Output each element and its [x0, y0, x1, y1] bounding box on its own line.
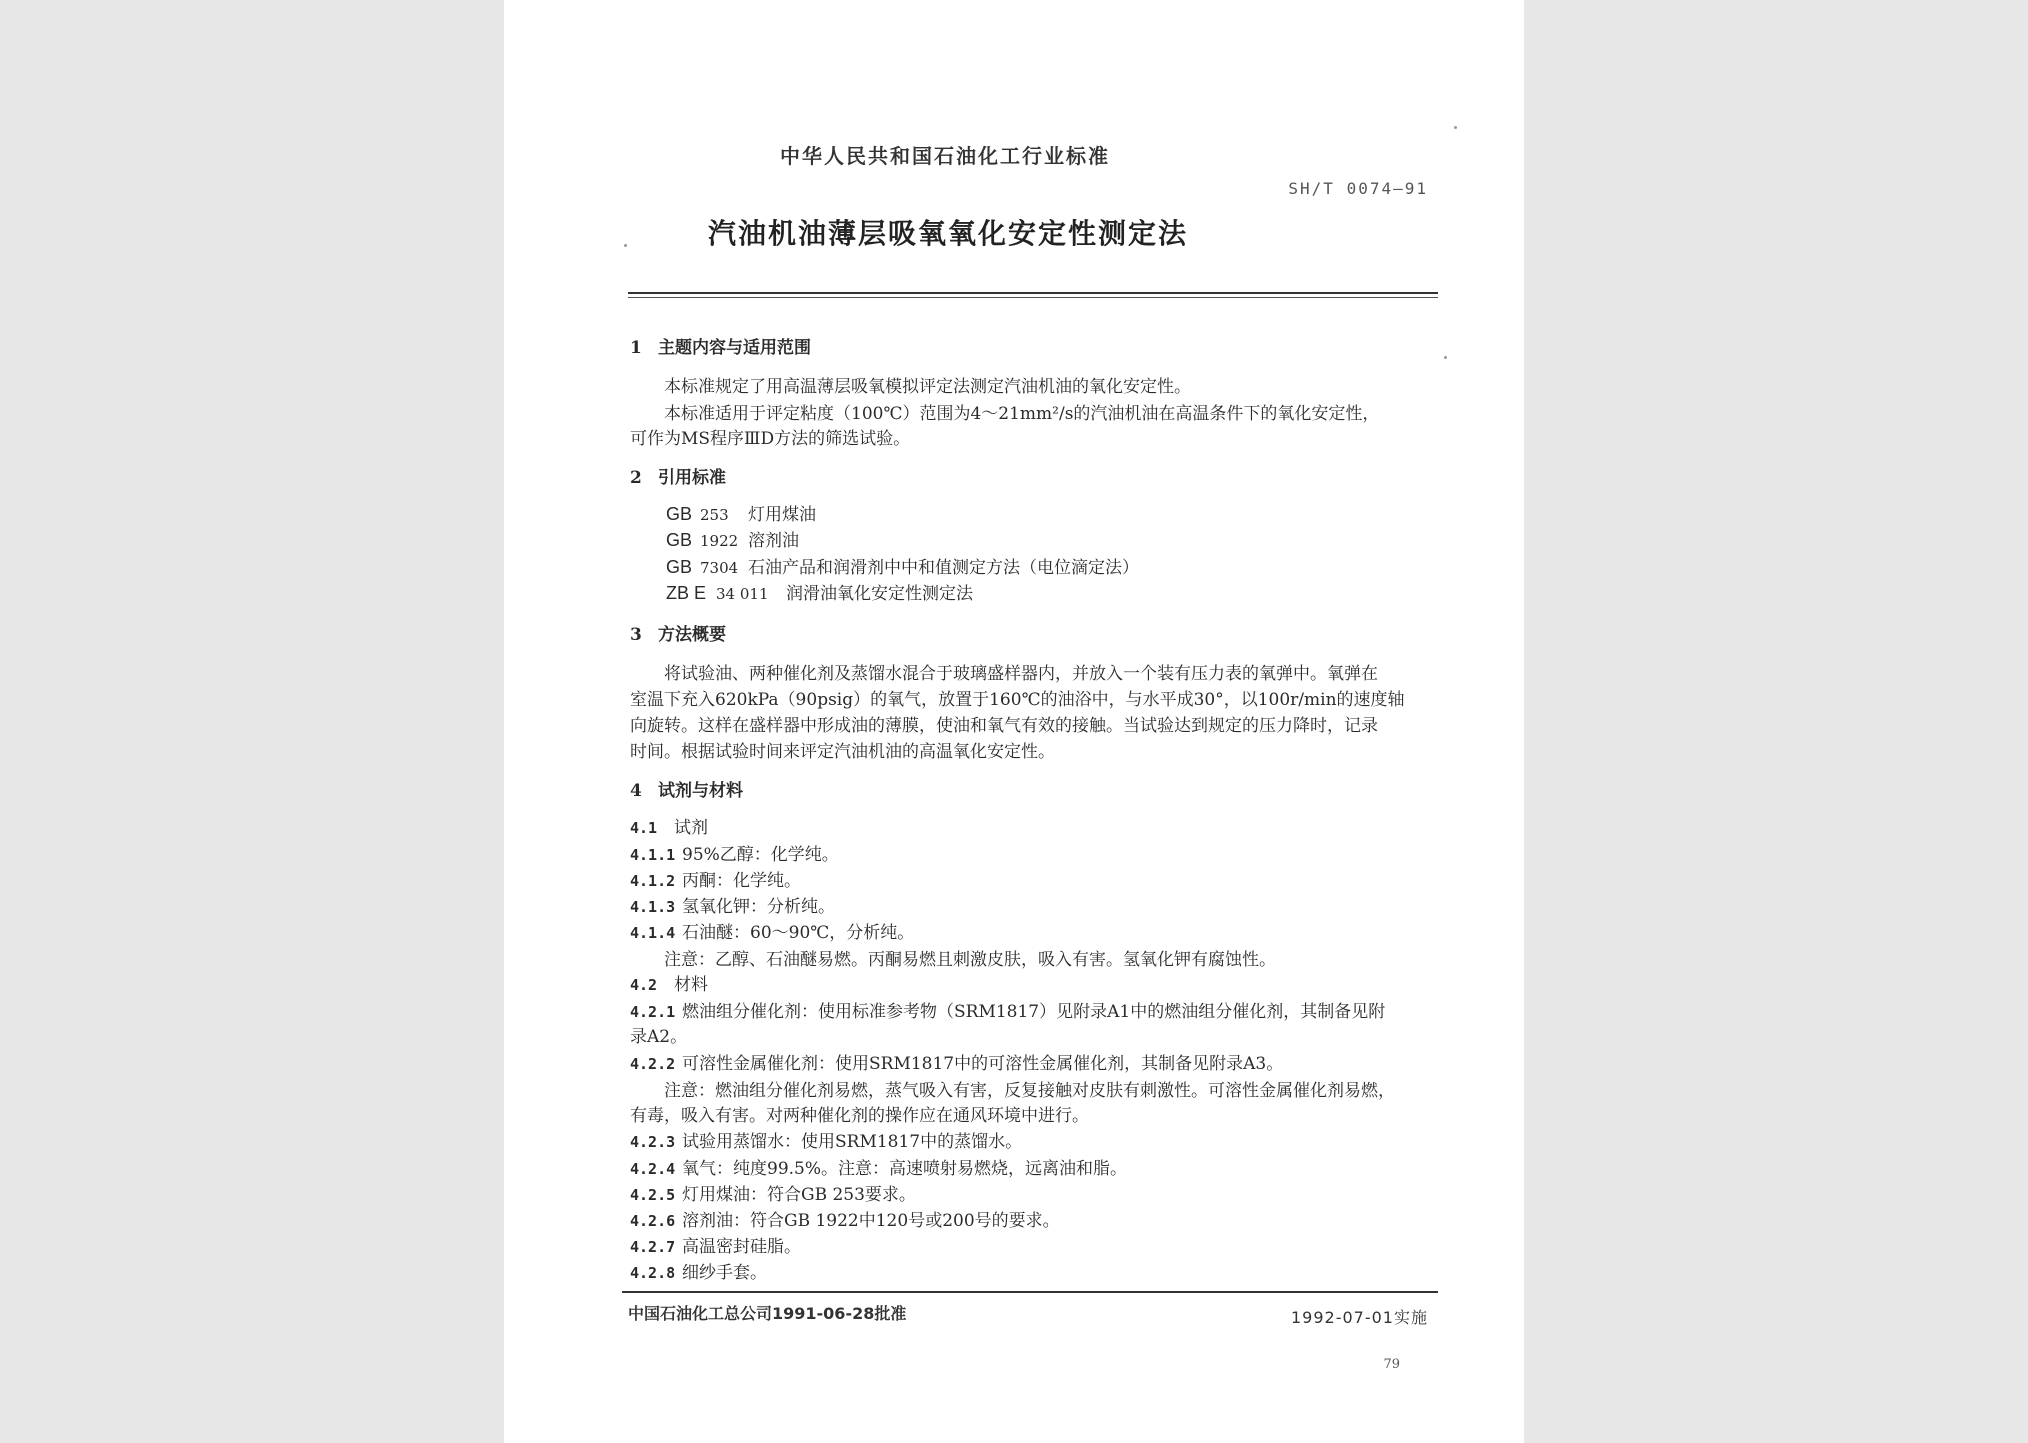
- reference-title: 灯用煤油: [748, 505, 816, 525]
- item-number: 4.2.7: [630, 1238, 676, 1256]
- reference-number: 253: [700, 506, 729, 524]
- item-text: 丙酮：化学纯。: [682, 871, 801, 891]
- paragraph-line: 向旋转。这样在盛样器中形成油的薄膜，使油和氧气有效的接触。当试验达到规定的压力降时，记录: [630, 716, 1378, 736]
- item-text: 试剂: [674, 818, 708, 838]
- reference-code: GB: [666, 557, 693, 577]
- reference-number: 7304: [700, 559, 739, 577]
- list-item-continuation: 录A2。: [630, 1027, 688, 1047]
- list-item: [630, 1232, 801, 1257]
- list-item: [630, 1258, 767, 1283]
- paragraph-line: 室温下充入620kPa（90psig）的氧气，放置于160℃的油浴中，与水平成30°，以100r/min的速度轴: [630, 690, 1405, 710]
- scan-speck: [1444, 356, 1447, 359]
- approval-line: 中国石油化工总公司1991-06-28批准: [628, 1304, 907, 1323]
- reference-code: GB: [666, 530, 693, 550]
- paragraph-line: 将试验油、两种催化剂及蒸馏水混合于玻璃盛样器内，并放入一个装有压力表的氧弹中。氧弹在: [664, 664, 1378, 684]
- header-rule: [628, 292, 1438, 294]
- scan-speck: [624, 244, 627, 247]
- standard-code: SH/T 0074—91: [1288, 179, 1428, 198]
- item-number: 4.2.8: [630, 1264, 676, 1282]
- section-2-heading: [630, 463, 726, 488]
- item-number: 4.1.4: [630, 924, 676, 942]
- section-title: 主题内容与适用范围: [658, 338, 811, 358]
- section-number: 1: [630, 338, 642, 358]
- caution-note: 注意：乙醇、石油醚易燃。丙酮易燃且刺激皮肤，吸入有害。氢氧化钾有腐蚀性。: [664, 950, 1276, 970]
- item-number: 4.2.1: [630, 1003, 676, 1021]
- effective-date-line: 1992-07-01实施: [1291, 1308, 1428, 1327]
- list-item: [630, 997, 1385, 1022]
- section-number: 4: [630, 781, 642, 801]
- reference-item: [666, 500, 816, 525]
- item-number: 4.1.1: [630, 846, 676, 864]
- list-item: [630, 1180, 916, 1205]
- item-text: 燃油组分催化剂：使用标准参考物（SRM1817）见附录A1中的燃油组分催化剂，其制备见附: [682, 1002, 1386, 1022]
- page-number: 79: [1383, 1357, 1400, 1372]
- item-number: 4.1.2: [630, 872, 676, 890]
- item-text: 95%乙醇：化学纯。: [682, 845, 839, 865]
- section-title: 引用标准: [658, 468, 726, 488]
- item-number: 4.2.3: [630, 1133, 676, 1151]
- paragraph: 本标准适用于评定粘度（100℃）范围为4～21mm²/s的汽油机油在高温条件下的氧化安定性，: [664, 404, 1380, 424]
- footer-rule: [622, 1291, 1438, 1293]
- paragraph-line: 时间。根据试验时间来评定汽油机油的高温氧化安定性。: [630, 742, 1055, 762]
- section-number: 3: [630, 625, 642, 645]
- section-4-heading: [630, 776, 743, 801]
- item-number: 4.1.3: [630, 898, 676, 916]
- subsection-4-2: [630, 970, 708, 995]
- item-number: 4.1: [630, 819, 658, 837]
- document-page: [504, 0, 1524, 1443]
- item-text: 石油醚：60～90℃，分析纯。: [682, 923, 915, 943]
- list-item: [630, 866, 801, 891]
- reference-title: 润滑油氧化安定性测定法: [786, 584, 973, 604]
- list-item: [630, 892, 835, 917]
- list-item: [630, 1127, 1022, 1152]
- list-item: [630, 918, 914, 943]
- caution-note: 注意：燃油组分催化剂易燃，蒸气吸入有害，反复接触对皮肤有刺激性。可溶性金属催化剂易燃，: [664, 1081, 1395, 1101]
- reference-item: [666, 553, 1139, 578]
- list-item: [630, 1206, 1060, 1231]
- subsection-4-1: [630, 813, 708, 838]
- standard-organization: 中华人民共和国石油化工行业标准: [780, 144, 1110, 168]
- item-text: 材料: [674, 975, 708, 995]
- reference-title: 石油产品和润滑剂中中和值测定方法（电位滴定法）: [748, 558, 1139, 578]
- caution-note-continuation: 有毒，吸入有害。对两种催化剂的操作应在通风环境中进行。: [630, 1106, 1089, 1126]
- list-item: [630, 1049, 1283, 1074]
- document-title: 汽油机油薄层吸氧氧化安定性测定法: [708, 217, 1189, 250]
- item-text: 氧气：纯度99.5%。注意：高速喷射易燃烧，远离油和脂。: [682, 1159, 1128, 1179]
- paragraph: 本标准规定了用高温薄层吸氧模拟评定法测定汽油机油的氧化安定性。: [664, 377, 1191, 397]
- item-text: 高温密封硅脂。: [682, 1237, 801, 1257]
- reference-number: 1922: [700, 532, 739, 550]
- section-3-heading: [630, 620, 726, 645]
- reference-title: 溶剂油: [748, 531, 799, 551]
- item-text: 溶剂油：符合GB 1922中120号或200号的要求。: [682, 1211, 1060, 1231]
- item-number: 4.2.5: [630, 1186, 676, 1204]
- section-title: 方法概要: [658, 625, 726, 645]
- reference-code: GB: [666, 504, 693, 524]
- item-number: 4.2.6: [630, 1212, 676, 1230]
- reference-number: 34 011: [716, 585, 769, 603]
- section-1-heading: [630, 333, 811, 358]
- reference-item: [666, 579, 973, 604]
- item-text: 可溶性金属催化剂：使用SRM1817中的可溶性金属催化剂，其制备见附录A3。: [682, 1054, 1284, 1074]
- section-number: 2: [630, 468, 642, 488]
- header-rule-thin: [628, 297, 1438, 298]
- paragraph: 可作为MS程序ⅢD方法的筛选试验。: [630, 429, 911, 449]
- item-text: 细纱手套。: [682, 1263, 767, 1283]
- scan-speck: [1454, 126, 1457, 129]
- item-text: 试验用蒸馏水：使用SRM1817中的蒸馏水。: [682, 1132, 1023, 1152]
- list-item: [630, 1154, 1127, 1179]
- reference-item: [666, 526, 799, 551]
- section-title: 试剂与材料: [658, 781, 743, 801]
- item-number: 4.2.4: [630, 1160, 676, 1178]
- item-text: 灯用煤油：符合GB 253要求。: [682, 1185, 916, 1205]
- item-text: 氢氧化钾：分析纯。: [682, 897, 835, 917]
- list-item: [630, 840, 839, 865]
- reference-code: ZB E: [666, 583, 707, 603]
- item-number: 4.2: [630, 976, 658, 994]
- item-number: 4.2.2: [630, 1055, 676, 1073]
